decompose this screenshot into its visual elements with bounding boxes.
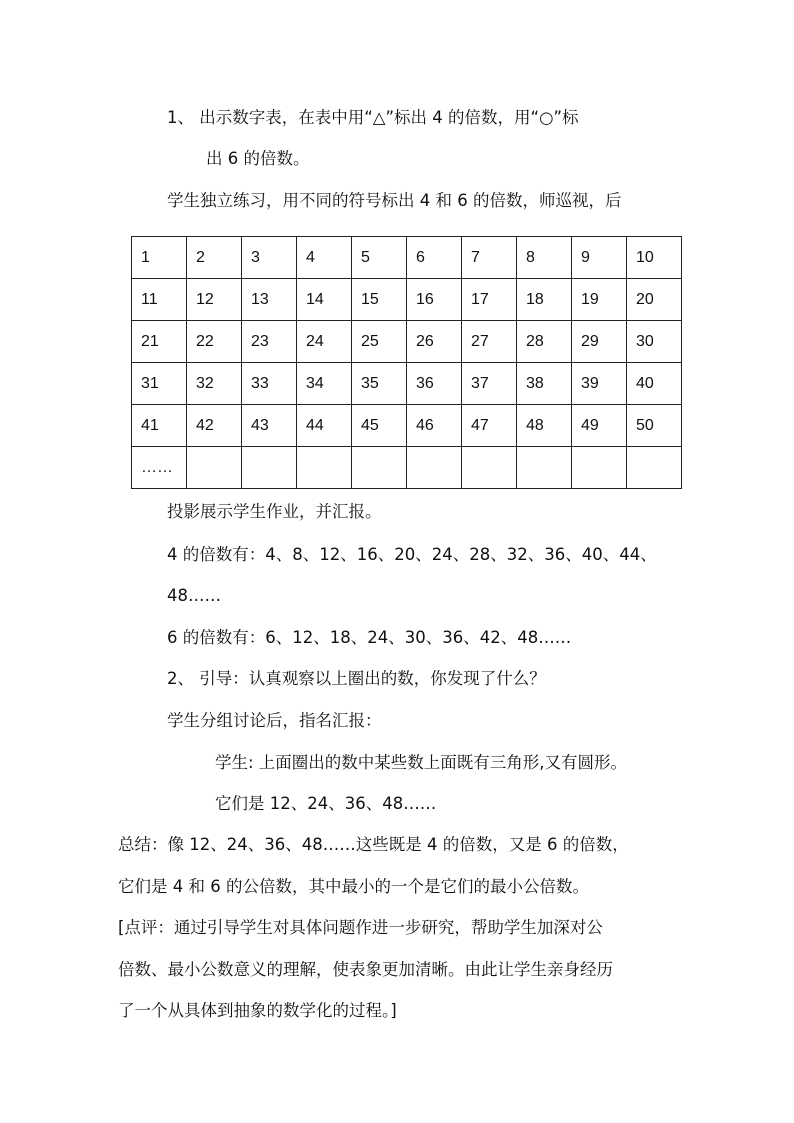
summary-line2: 它们是 4 和 6 的公倍数，其中最小的一个是它们的最小公倍数。 [118,877,589,896]
table-cell [407,447,462,489]
table-cell: 32 [187,363,242,405]
table-cell: …… [132,447,187,489]
table-cell [352,447,407,489]
table-cell: 23 [242,321,297,363]
table-cell: 2 [187,237,242,279]
table-cell: 4 [297,237,352,279]
table-cell: 20 [627,279,682,321]
table-cell: 12 [187,279,242,321]
table-cell: 10 [627,237,682,279]
projection-text: 投影展示学生作业，并汇报。 [167,502,382,521]
table-cell: 22 [187,321,242,363]
table-cell [242,447,297,489]
table-cell: 42 [187,405,242,447]
comment-line2: 倍数、最小公数意义的理解，使表象更加清晰。由此让学生亲身经历 [118,960,613,979]
table-cell: 25 [352,321,407,363]
multiples-of-4-line2: 48…… [167,586,221,605]
table-cell: 35 [352,363,407,405]
practice-text: 学生独立练习，用不同的符号标出 4 和 6 的倍数，师巡视，后 [167,191,622,210]
table-row [132,237,682,279]
table-cell [627,447,682,489]
table-cell: 30 [627,321,682,363]
table-row [132,447,682,489]
table-cell: 38 [517,363,572,405]
table-cell: 46 [407,405,462,447]
table-cell: 11 [132,279,187,321]
comment-line1: [点评：通过引导学生对具体问题作进一步研究，帮助学生加深对公 [118,918,603,937]
table-row [132,321,682,363]
table-cell: 3 [242,237,297,279]
table-cell: 1 [132,237,187,279]
table-cell: 27 [462,321,517,363]
table-cell: 14 [297,279,352,321]
table-cell: 41 [132,405,187,447]
table-row [132,279,682,321]
table-cell: 45 [352,405,407,447]
table-cell: 13 [242,279,297,321]
comment-line3: 了一个从具体到抽象的数学化的过程。] [118,1001,397,1020]
table-cell [462,447,517,489]
step2-text: 2、 引导：认真观察以上圈出的数，你发现了什么？ [167,669,546,688]
table-cell: 5 [352,237,407,279]
table-cell: 16 [407,279,462,321]
table-cell: 24 [297,321,352,363]
summary-line1: 总结：像 12、24、36、48……这些既是 4 的倍数，又是 6 的倍数， [118,835,629,854]
table-cell: 9 [572,237,627,279]
table-cell: 40 [627,363,682,405]
table-cell [517,447,572,489]
table-cell: 26 [407,321,462,363]
table-cell: 43 [242,405,297,447]
table-cell [187,447,242,489]
student-answer-line1: 学生: 上面圈出的数中某些数上面既有三角形,又有圆形。 [215,753,628,772]
table-cell: 17 [462,279,517,321]
table-cell: 18 [517,279,572,321]
table-cell: 29 [572,321,627,363]
step1-line1: 1、 出示数字表，在表中用“△”标出 4 的倍数，用“○”标 [167,108,579,127]
step1-line2: 出 6 的倍数。 [206,149,310,168]
table-cell: 8 [517,237,572,279]
table-cell: 49 [572,405,627,447]
table-cell [297,447,352,489]
table-cell: 50 [627,405,682,447]
table-cell: 28 [517,321,572,363]
table-cell: 7 [462,237,517,279]
table-row [132,363,682,405]
table-cell: 39 [572,363,627,405]
multiples-of-6: 6 的倍数有：6、12、18、24、30、36、42、48…… [167,628,572,647]
table-cell: 6 [407,237,462,279]
table-cell: 19 [572,279,627,321]
table-cell: 21 [132,321,187,363]
table-cell: 48 [517,405,572,447]
table-cell: 47 [462,405,517,447]
table-row [132,405,682,447]
table-cell: 31 [132,363,187,405]
table-cell: 33 [242,363,297,405]
table-cell: 44 [297,405,352,447]
table-cell: 37 [462,363,517,405]
table-cell: 36 [407,363,462,405]
discussion-text: 学生分组讨论后，指名汇报： [167,711,382,730]
table-cell: 34 [297,363,352,405]
student-answer-line2: 它们是 12、24、36、48…… [215,794,437,813]
table-cell: 15 [352,279,407,321]
multiples-of-4-line1: 4 的倍数有：4、8、12、16、20、24、28、32、36、40、44、 [167,545,657,564]
table-cell [572,447,627,489]
number-table [131,236,682,489]
